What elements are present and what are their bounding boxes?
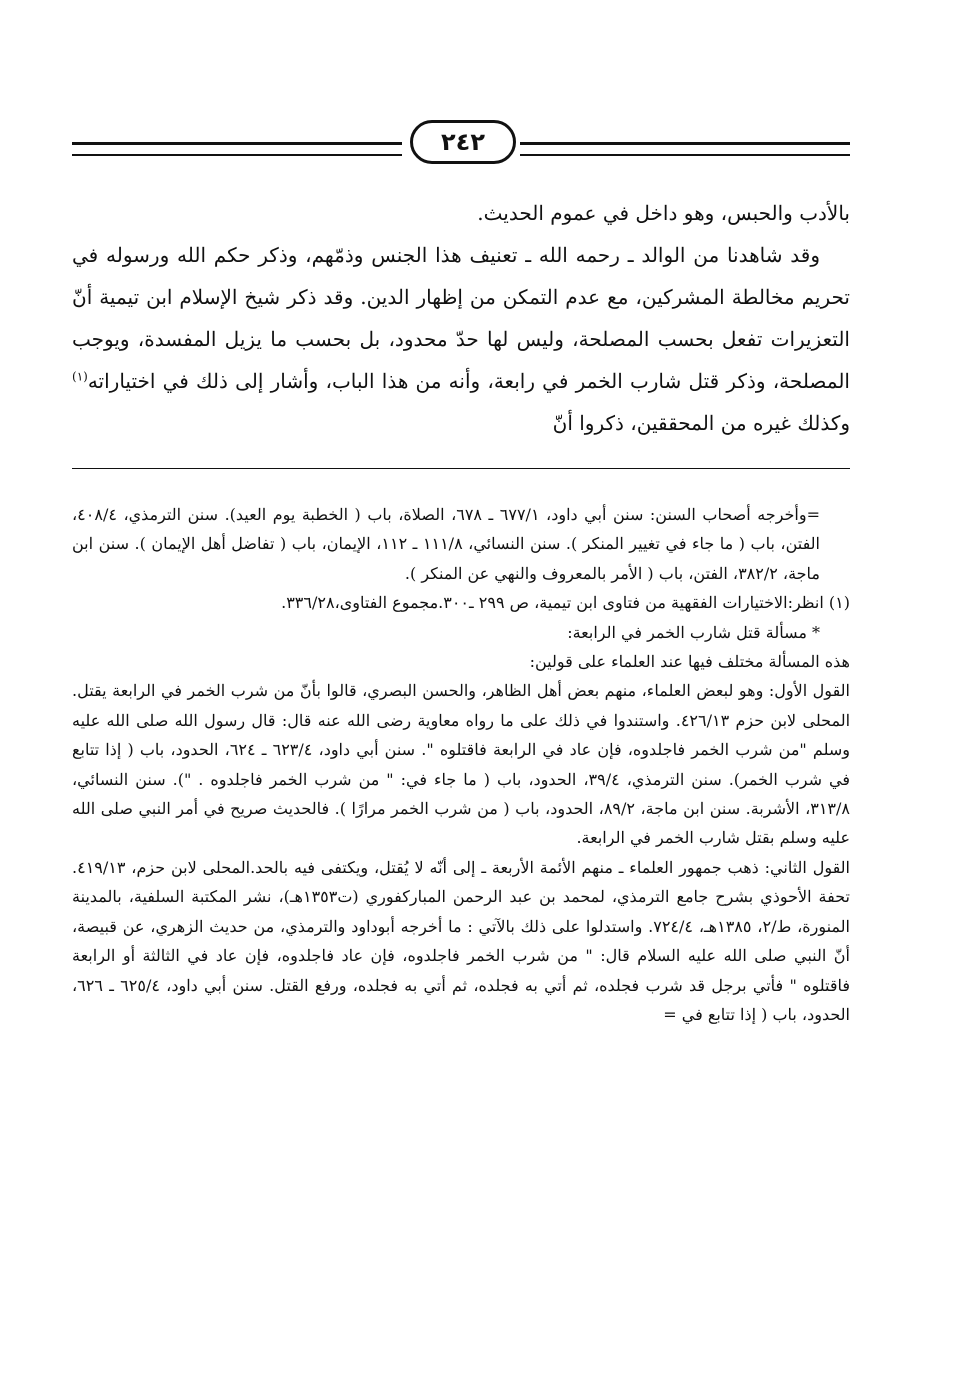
footnote-1-text: انظر:الاختيارات الفقهية من فتاوى ابن تيمية، ص ٢٩٩ ـ٣٠٠.مجموع الفتاوى،٣٣٦/٢٨. [281,593,824,613]
second-opinion: القول الثاني: ذهب جمهور العلماء ـ منهم الأئمة الأربعة ـ إلى أنّه لا يُقتل، ويكتفى فيه بالحد.المحلى لابن حزم، ٤١٩/١٣. تحفة الأحوذي بشرح جامع الترمذي، لمحمد بن عبد الرحمن المباركفوري (ت١٣٥٣هـ)، نشر المكتبة السلفية، بالمدينة المنورة، ط/٢، ١٣٨٥هـ، ٧٢٤/٤. واستدلوا على ذلك بالآتي : ما أخرجه أبوداود والترمذي، من حديث الزهري، عن قبيصة، أنّ النبي صلى الله عليه السلام قال: " من شرب الخمر فاجلدوه، فإن عاد فاجلدوه، فإن عاد في الثالثة أو الرابعة فاقتلوه " فأتي برجل قد شرب فجلده، ثم أتي به فجلده، ثم أتي به فجلده، ورفع القتل. سنن أبي داود، ٦٢٥/٤ ـ ٦٢٦، الحدود، باب ( إذا تتابع في = [72,857,851,1024]
footnote-1 [72,588,850,617]
paragraph-2-tail: وكذلك غيره من المحققين، ذكروا أنّ [552,411,850,435]
paragraph-1: بالأدب والحبس، وهو داخل في عموم الحديث. [477,201,850,225]
paragraph-2 [72,234,850,444]
header-rule-right [520,142,850,156]
page-number: ٢٤٢ [410,120,516,164]
page-header [72,120,850,164]
header-rule-left [72,142,402,156]
issue-intro: هذه المسألة مختلف فيها عند العلماء على قولين: [529,652,850,672]
footnote-divider [72,468,850,469]
footnote-ref-1: (١) [72,369,88,384]
issue-title: * مسألة قتل شارب الخمر في الرابعة: [567,622,820,642]
main-text [72,192,850,444]
first-opinion: القول الأول: وهو لبعض العلماء، منهم بعض أهل الظاهر، والحسن البصري، قالوا بأنّ من شرب الخمر في الرابعة يقتل. المحلى لابن حزم ٤٢٦/١٣. واستندوا في ذلك على ما رواه معاوية رضى الله عنه قال: قال رسول الله صلى الله عليه وسلم "من شرب الخمر فاجلدوه، فإن عاد في الرابعة فاقتلوه ". سنن أبي داود، ٦٢٣/٤ ـ ٦٢٤، الحدود، باب ( إذا تتابع في شرب الخمر). سنن الترمذي، ٣٩/٤، الحدود، باب ( ما جاء في: " من شرب الخمر فاجلدوه . "). سنن النسائي، ٣١٣/٨، الأشربة. سنن ابن ماجة، ٨٩/٢، الحدود، باب ( من شرب الخمر مرارًا ). فالحديث صريح في أمر النبي صلى الله عليه وسلم بقتل شارب الخمر في الرابعة. [72,681,851,848]
footnote-continuation: =وأخرجه أصحاب السنن: سنن أبي داود، ٦٧٧/١ ـ ٦٧٨، الصلاة، باب ( الخطبة يوم العيد). سنن الترمذي، ٤٠٨/٤، الفتن، باب ( ما جاء في تغيير المنكر ). سنن النسائي، ١١١/٨ ـ ١١٢، الإيمان، باب ( تفاضل أهل الإيمان ). سنن ابن ماجة، ٣٨٢/٢، الفتن، باب ( الأمر بالمعروف والنهي عن المنكر ). [72,505,821,583]
paragraph-2-text: وقد شاهدنا من الوالد ـ رحمه الله ـ تعنيف هذا الجنس وذمّهم، وذكر حكم الله ورسوله في تحريم مخالطة المشركين، مع عدم التمكن من إظهار الدين. وقد ذكر شيخ الإسلام ابن تيمية أنّ التعزيرات تفعل بحسب المصلحة، وليس لها حدّ محدود، بل بحسب ما يزيل المفسدة، ويوجب المصلحة، وذكر قتل شارب الخمر في رابعة، وأنه من هذا الباب، وأشار إلى ذلك في اختياراته [72,243,850,393]
footnote-1-marker: (١) [828,593,850,613]
footnotes [72,500,850,1029]
